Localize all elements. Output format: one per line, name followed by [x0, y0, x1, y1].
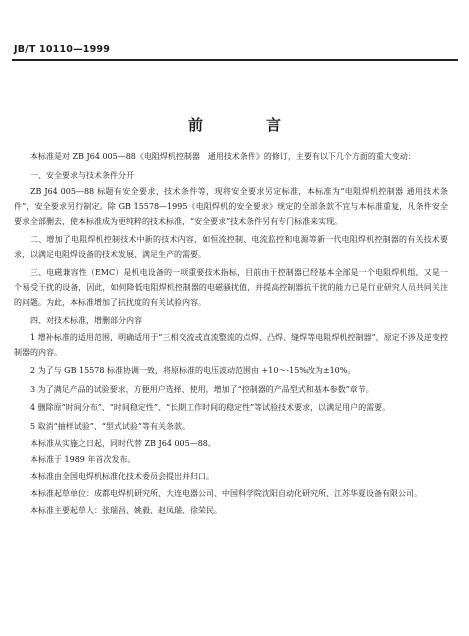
header-rule: [12, 59, 458, 61]
list-item-5: 5 取消“抽样试验”、“型式试验”等有关条款。: [30, 421, 190, 431]
paragraph-safety: ZB J64 005—88 标题有安全要求、技术条件等，现将安全要求另定标准，本标准为“电阻焊机控制器 通用技术条件”，安全要求另行制定。除 GB 15578—1995《电阻焊机的安全要求》规定的全部条款不宜与本标准重复，凡条件安全要求全部删去，使本标准成为更纯粹的技术标准，“安全要求”技术条件另有专门标准来实现。: [14, 187, 448, 226]
section-heading-4: 四、对技术标准，增删部分内容: [30, 316, 142, 326]
intro-paragraph: 本标准是对 ZB J64 005—88《电阻焊机控制器 通用技术条件》的修订，主要有以下几个方面的重大变动：: [30, 152, 416, 161]
list-item-3: 3 为了满足产品的试验要求，方便用户选择、使用，增加了“控制器的产品型式和基本参数”章节。: [30, 384, 374, 394]
list-item-1: 1 增补标准的适用范围，明确适用于“三相交流或直流整流的点焊、凸焊、缝焊等电阻焊机控制器”，原定不涉及逆变控制器的内容。: [14, 332, 448, 357]
paragraph-new-tech: 二、增加了电阻焊机控制技术中新的技术内容，如恒流控制、电流监控和电源等新一代电阻焊机控制器的有关技术要求，以满足电阻焊设备的技术发展、满足生产的需要。: [14, 235, 448, 259]
list-item-4: 4 删除原“时间分布”、“时间稳定性”、“长期工作时间的稳定性”等试验技术要求，以满足用户的需要。: [30, 403, 391, 413]
drafters: 本标准主要起草人：张瑞昌、姚毅、赵凤瑞、徐荣民。: [30, 505, 222, 515]
section-heading-1: 一、安全要求与技术条件分开: [30, 170, 134, 180]
page-title: 前 言: [187, 116, 305, 134]
replacement-note: 本标准从实施之日起，同时代替 ZB J64 005—88。: [30, 438, 216, 448]
paragraph-emc: 三、电磁兼容性（EMC）是机电设备的一项重要技术指标，目前由于控制器已经基本全部是一个电阻焊机组，又是一个易受干扰的设备，因此，如何降低电阻焊机控制器的电磁骚扰值，并提高控制器抗干扰的能力已是行业研究人员共同关注的问题。为此，本标准增加了抗扰度的有关试验内容。: [14, 268, 448, 307]
standard-number: JB/T 10110—1999: [14, 44, 111, 55]
drafting-units: 本标准起草单位：成都电焊机研究所、大连电器公司、中国科学院沈阳自动化研究所、江苏华夏设备有限公司。: [30, 489, 422, 498]
first-issue-note: 本标准于 1989 年首次发布。: [30, 455, 136, 465]
document-body: [14, 150, 448, 518]
proposer-note: 本标准由全国电焊机标准化技术委员会提出并归口。: [30, 472, 214, 482]
list-item-2: 2 为了与 GB 15578 标准协调一致，将原标准的电压波动范围由 +10～-15%改为±10%。: [30, 366, 356, 376]
